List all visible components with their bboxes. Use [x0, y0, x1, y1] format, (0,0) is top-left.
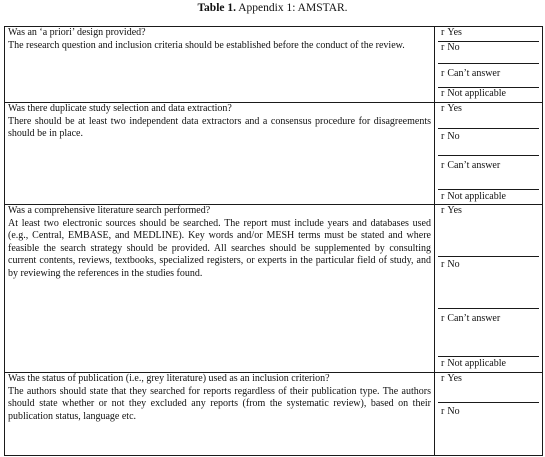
- question-description: There should be at least two independent data extractors and a consensus procedure for disagreements should be in place.: [8, 115, 431, 139]
- option-no[interactable]: [438, 403, 539, 455]
- question-description: At least two electronic sources should be searched. The report must include years and databases used (e.g., Central, EMBASE, and MEDLINE). Key words and/or MESH terms must be stated and where feasible the search strategy should be provided. All searches should be supplemented by consulting current contents, reviews, textbooks, specialized registers, or experts in the particular field of study, and by reviewing the references in the studies found.: [8, 217, 431, 279]
- option-label: Not applicable: [447, 191, 506, 202]
- options-cell: [435, 205, 543, 373]
- checkbox-marker: r: [441, 191, 445, 202]
- question-description: The research question and inclusion criteria should be established before the conduct of the review.: [8, 39, 405, 51]
- checkbox-marker: r: [441, 205, 445, 216]
- option-yes[interactable]: [438, 205, 539, 257]
- option-label: No: [447, 406, 460, 417]
- option-label: Yes: [447, 103, 462, 114]
- checkbox-marker: r: [441, 358, 445, 369]
- option-label: No: [447, 42, 460, 53]
- question-title: Was a comprehensive literature search performed?: [8, 205, 211, 216]
- option-not-applicable[interactable]: [438, 88, 539, 102]
- option-label: Yes: [447, 27, 462, 38]
- checkbox-marker: r: [441, 103, 445, 114]
- checkbox-marker: r: [441, 406, 445, 417]
- checkbox-marker: r: [441, 27, 445, 38]
- options-cell: [435, 27, 543, 103]
- option-label: No: [447, 259, 460, 270]
- table-caption-text: Appendix 1: AMSTAR.: [238, 2, 348, 14]
- checkbox-marker: r: [441, 68, 445, 79]
- question-cell: [5, 205, 435, 373]
- option-label: Not applicable: [447, 88, 506, 99]
- checkbox-marker: r: [441, 42, 445, 53]
- checkbox-marker: r: [441, 313, 445, 324]
- table-row: [5, 103, 543, 205]
- question-title: Was there duplicate study selection and data extraction?: [8, 103, 232, 114]
- question-cell: [5, 27, 435, 103]
- table-caption-label: Table 1.: [197, 2, 236, 14]
- table-row: [5, 373, 543, 456]
- question-description: The authors should state that they searched for reports regardless of their publication type. The authors should state whether or not they excluded any reports (from the systematic review), based on their publication status, language etc.: [8, 385, 431, 422]
- option-yes[interactable]: [438, 27, 539, 42]
- option-yes[interactable]: [438, 103, 539, 129]
- question-title: Was an ‘a priori’ design provided?: [8, 27, 146, 38]
- option-cant-answer[interactable]: [438, 64, 539, 88]
- option-label: Not applicable: [447, 358, 506, 369]
- option-no[interactable]: [438, 129, 539, 156]
- table-caption: [0, 2, 545, 15]
- checkbox-marker: r: [441, 160, 445, 171]
- option-cant-answer[interactable]: [438, 156, 539, 190]
- option-not-applicable[interactable]: [438, 190, 539, 204]
- checkbox-marker: r: [441, 88, 445, 99]
- question-cell: [5, 373, 435, 456]
- options-cell: [435, 373, 543, 456]
- option-label: Yes: [447, 373, 462, 384]
- amstar-table: [4, 26, 543, 456]
- option-label: Can’t answer: [447, 68, 501, 79]
- options-cell: [435, 103, 543, 205]
- option-label: Yes: [447, 205, 462, 216]
- table-row: [5, 27, 543, 103]
- option-not-applicable[interactable]: [438, 357, 539, 372]
- option-label: Can’t answer: [447, 160, 501, 171]
- table-row: [5, 205, 543, 373]
- option-no[interactable]: [438, 257, 539, 309]
- checkbox-marker: r: [441, 373, 445, 384]
- option-no[interactable]: [438, 42, 539, 64]
- option-label: Can’t answer: [447, 313, 501, 324]
- question-cell: [5, 103, 435, 205]
- checkbox-marker: r: [441, 259, 445, 270]
- option-label: No: [447, 131, 460, 142]
- question-title: Was the status of publication (i.e., grey literature) used as an inclusion criterion?: [8, 373, 330, 384]
- option-cant-answer[interactable]: [438, 309, 539, 357]
- option-yes[interactable]: [438, 373, 539, 403]
- checkbox-marker: r: [441, 131, 445, 142]
